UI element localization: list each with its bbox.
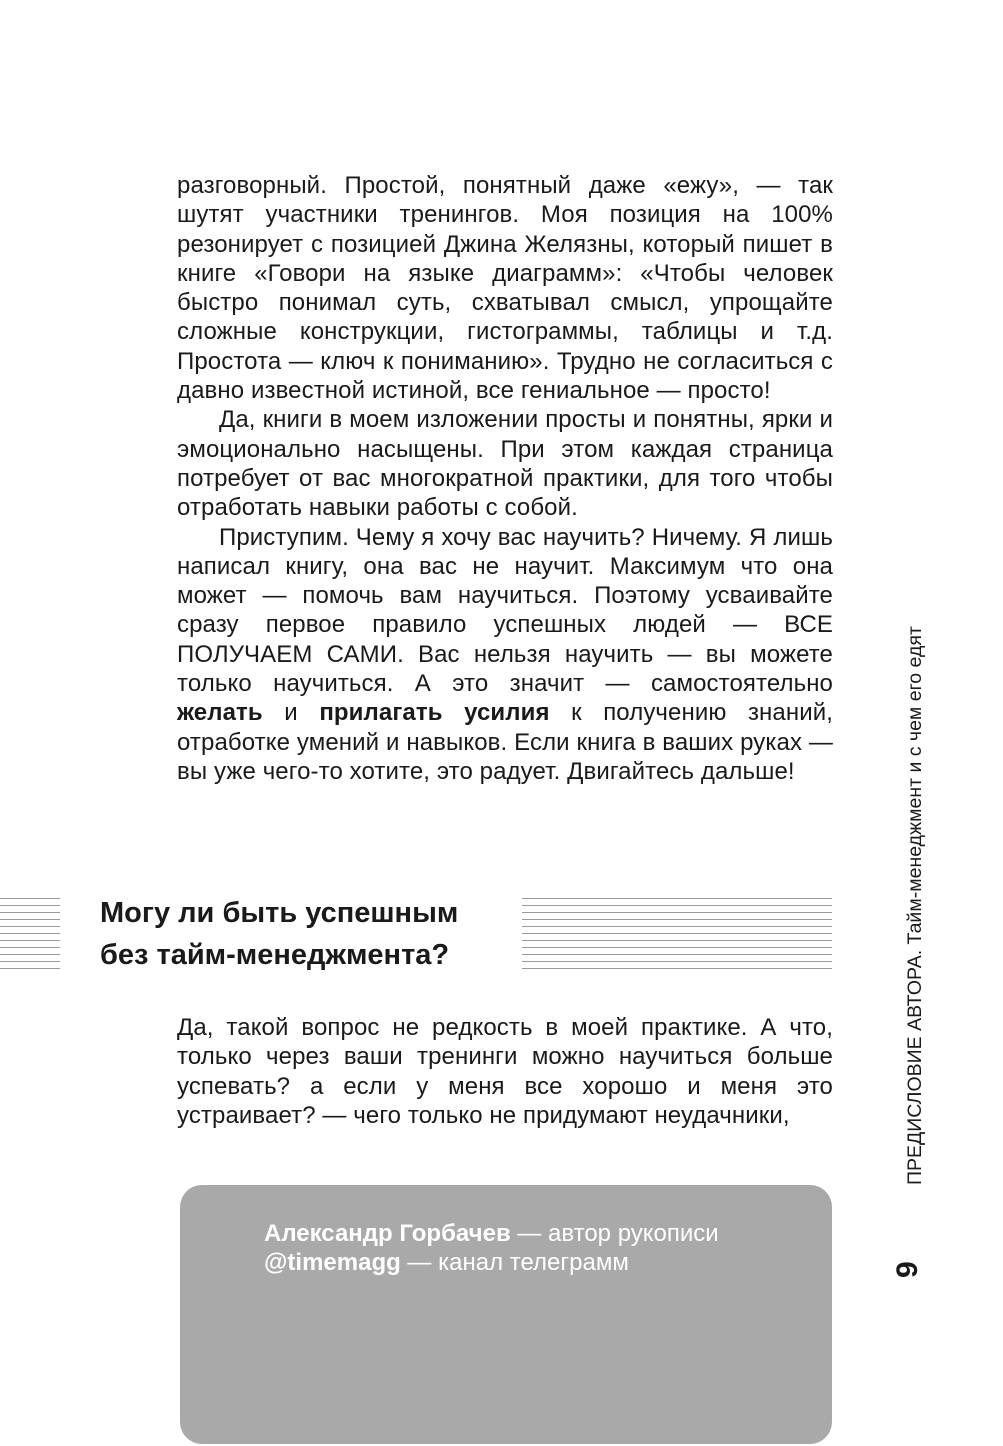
paragraph — [177, 523, 833, 787]
paragraph-text: к получению знаний, отработке умений и навыков. Если книга в ваших руках — вы уже чего-то хотите, это радует. Двигайтесь дальше! — [177, 699, 833, 785]
paragraph-text: Да, такой вопрос не редкость в моей практике. А что, только через ваши тренинги можно научиться больше успевать? а если у меня все хорошо и меня это устраивает? — чего только не придумают неудачники, — [177, 1014, 833, 1129]
page-number: 9 — [891, 1261, 924, 1278]
channel-handle: @timemagg — [264, 1249, 401, 1276]
section-heading-line: без тайм-менеджмента? — [100, 939, 450, 971]
paragraph-text: Приступим. Чему я хочу вас научить? Ничему. Я лишь написал книгу, она вас не научит. Максимум что она может — помочь вам научиться. Поэтому усваивайте сразу первое правило успешных людей — ВСЕ ПОЛУЧАЕМ САМИ. Вас нельзя научить — вы можете только научиться. А это значит — самостоятельно — [177, 523, 833, 698]
emphasis-text: прилагать усилия — [319, 699, 550, 727]
paragraph — [177, 1013, 833, 1130]
author-role: — автор рукописи — [510, 1220, 719, 1247]
channel-credit-line — [264, 1248, 629, 1277]
channel-description: — канал телеграмм — [400, 1249, 629, 1276]
author-name: Александр Горбачев — [264, 1220, 511, 1247]
paragraph — [177, 405, 833, 522]
heading-rule-lines-right — [522, 898, 832, 969]
section-heading — [100, 892, 520, 976]
heading-rule-lines-left — [0, 898, 60, 969]
paragraph — [177, 171, 833, 405]
body-text-bottom — [177, 1013, 833, 1130]
paragraph-text: разговорный. Простой, понятный даже «ежу», — так шутят участники тренингов. Моя позиция на 100% резонирует с позицией Джина Желязны, который пишет в книге «Говори на языке диаграмм»: «Чтобы человек быстро понимал суть, схватывал смысл, упрощайте сложные конструкции, гистограммы, таблицы и т.д. Простота — ключ к пониманию». Трудно не согласиться с давно известной истиной, все гениальное — просто! — [177, 172, 833, 405]
paragraph-text: и — [262, 699, 320, 727]
running-header: ПРЕДИСЛОВИЕ АВТОРА. Тайм-менеджмент и с чем его едят — [904, 626, 926, 1185]
paragraph-text: Да, книги в моем изложении просты и понятны, ярки и эмоционально насыщены. При этом каждая страница потребует от вас многократной практики, для того чтобы отработать навыки работы с собой. — [177, 406, 833, 522]
emphasis-text: желать — [177, 699, 263, 727]
body-text-top — [177, 171, 833, 786]
author-credit-box — [180, 1185, 832, 1444]
author-credit-line — [264, 1219, 719, 1248]
section-heading-line: Могу ли быть успешным — [100, 897, 459, 929]
